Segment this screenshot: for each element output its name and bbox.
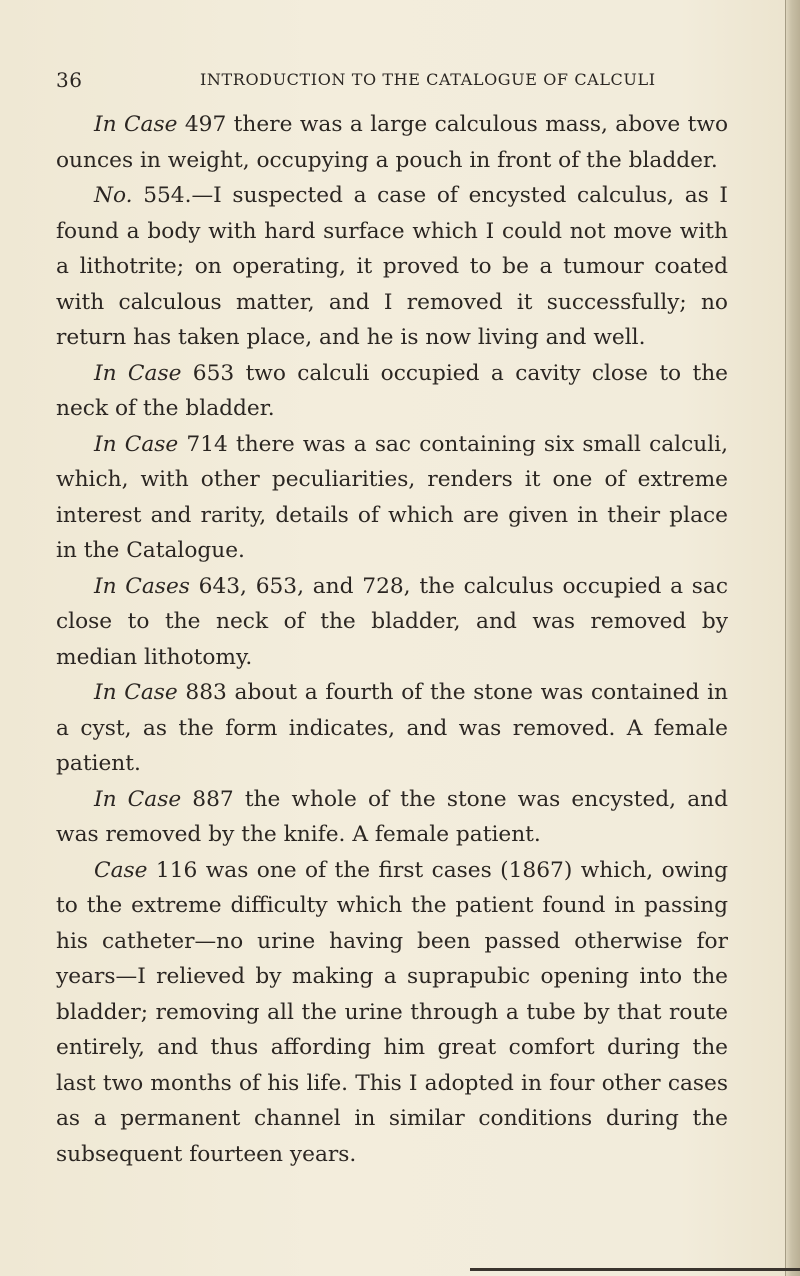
paragraph-lead: Case (94, 857, 148, 883)
paragraph-text: 497 there was a large calculous mass, above two ounces in weight, occupying a pouch in front of the bladder. (56, 112, 728, 173)
page-header (56, 68, 736, 100)
paragraph-text: 714 there was a sac containing six small calculi, which, with other peculiarities, renders it one of extreme interest and rarity, details of which are given in their place in the Catalogue. (56, 431, 728, 563)
paragraph-lead: In Case (94, 680, 178, 705)
paragraph-text: 116 was one of the first cases (1867) which, owing to the extreme difficulty which the patient found in passing his catheter—no urine having been passed otherwise for years—I relieved by making a suprapubic opening into the bladder; removing all the urine through a tube by that route entirely, and thus affording him great comfort during the last two months of his life. This I adopted in four other cases as a permanent channel in similar conditions during the subsequent fourteen years. (56, 857, 728, 1167)
body-text (56, 107, 728, 1172)
paragraph-case-883 (56, 675, 728, 782)
paragraph-text: 887 the whole of the stone was encysted, and was removed by the knife. A female patient. (56, 786, 728, 847)
paragraph-lead: In Case (94, 112, 178, 137)
paragraph-case-653 (56, 356, 728, 427)
bottom-rule (470, 1268, 800, 1271)
paragraph-case-887 (56, 782, 728, 853)
paragraph-text: 653 two calculi occupied a cavity close to the neck of the bladder. (56, 360, 728, 421)
paragraph-lead: In Case (94, 360, 182, 386)
paragraph-case-497 (56, 107, 728, 178)
paragraph-lead: In Case (94, 786, 182, 812)
paragraph-no-554 (56, 178, 728, 356)
paragraph-lead: In Case (94, 431, 179, 457)
paragraph-lead: In Cases (94, 573, 190, 599)
paragraph-cases-643-653-728 (56, 569, 728, 676)
paragraph-lead: No. (94, 183, 133, 208)
paragraph-text: 554.—I suspected a case of encysted calculus, as I found a body with hard surface which I could not move with a lithotrite; on operating, it proved to be a tumour coated with calculous matter, and I removed it successfully; no return has taken place, and he is now living and well. (56, 183, 728, 350)
page-number: 36 (56, 68, 83, 92)
running-head: INTRODUCTION TO THE CATALOGUE OF CALCULI (200, 70, 656, 89)
page-edge (785, 0, 800, 1276)
paragraph-text: 883 about a fourth of the stone was contained in a cyst, as the form indicates, and was removed. A female patient. (56, 680, 729, 776)
paragraph-case-116 (56, 853, 728, 1173)
paragraph-text: 643, 653, and 728, the calculus occupied a sac close to the neck of the bladder, and was removed by median lithotomy. (56, 573, 728, 670)
paragraph-case-714 (56, 427, 728, 569)
